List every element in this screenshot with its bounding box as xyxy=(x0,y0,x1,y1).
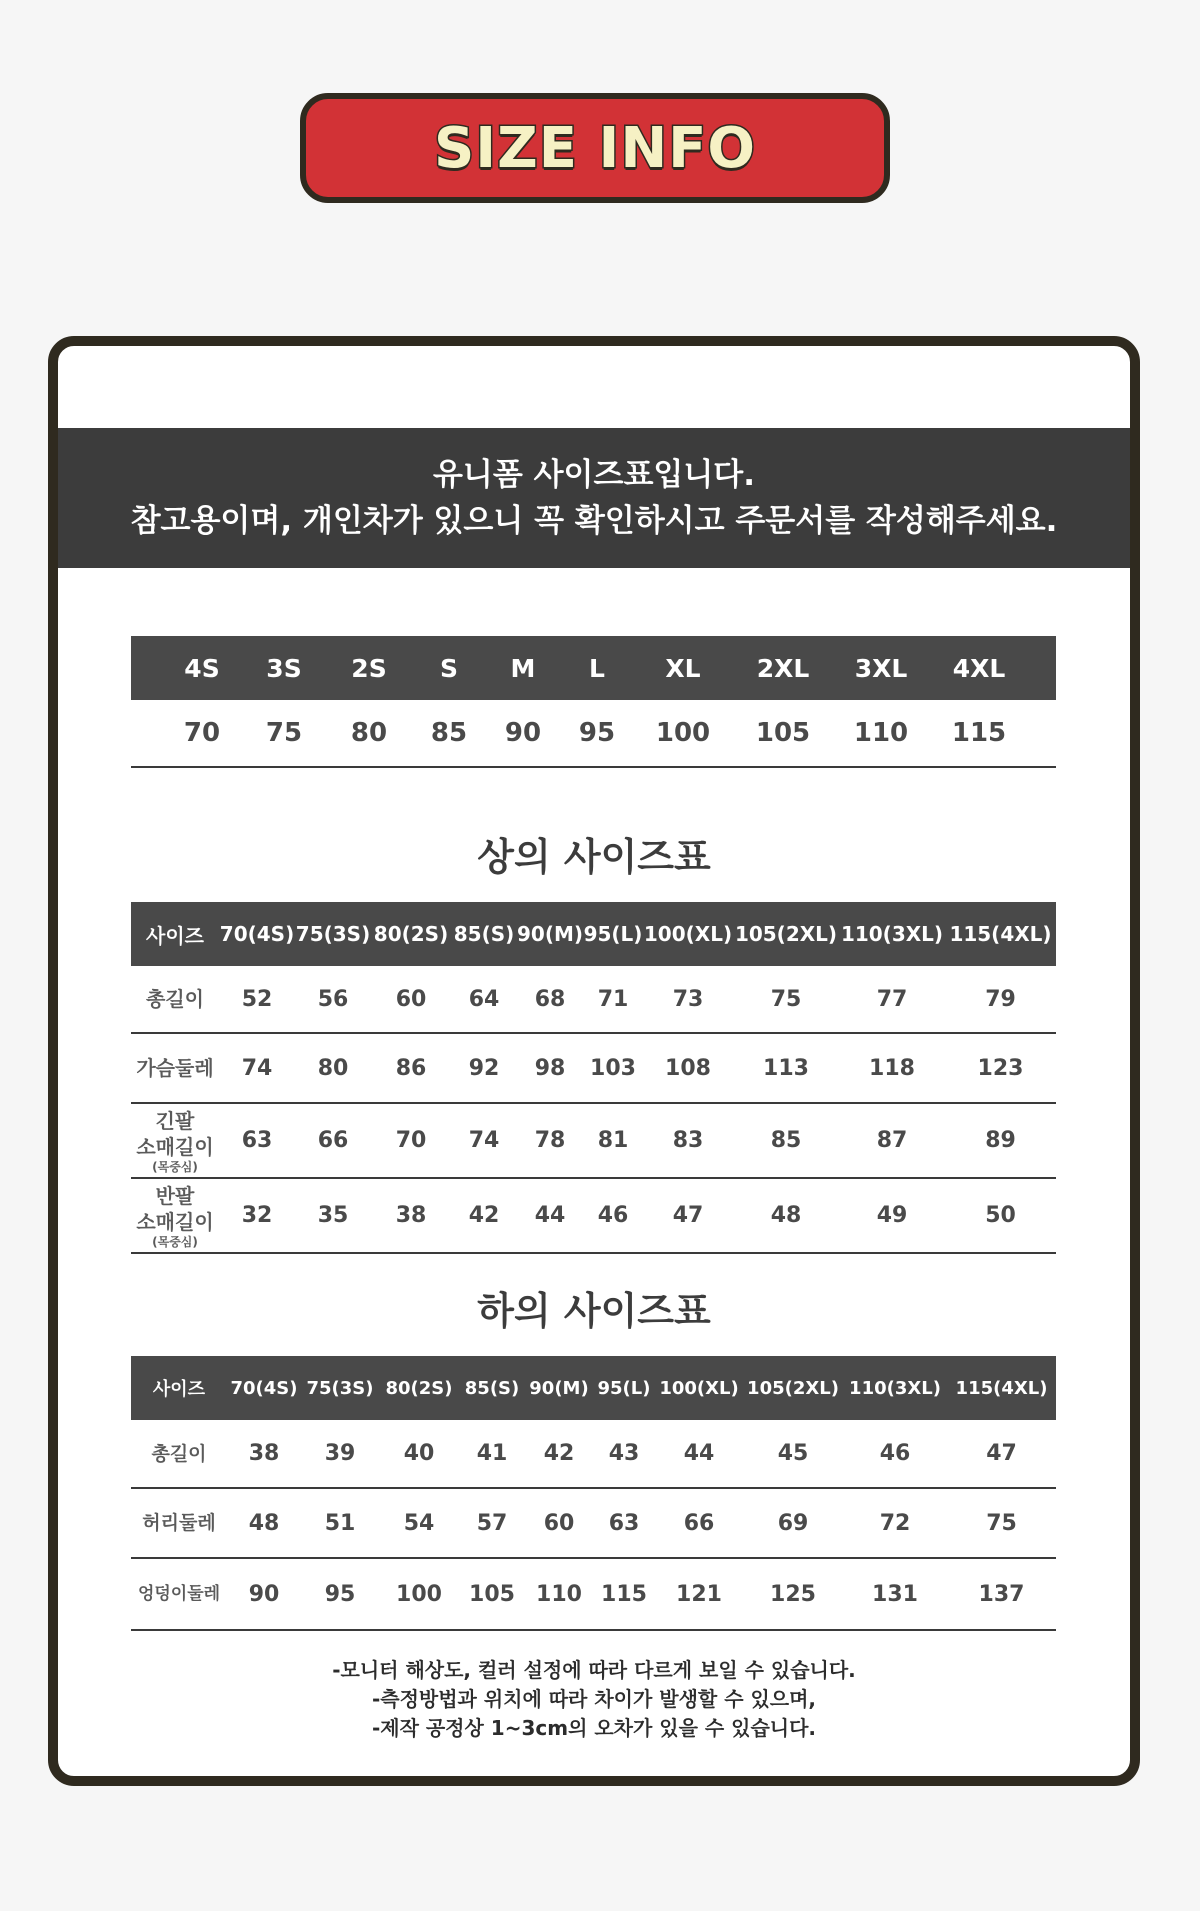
size-map-number: 80 xyxy=(350,718,388,748)
notice-line-2: 참고용이며, 개인차가 있으니 꼭 확인하시고 주문서를 작성해주세요. xyxy=(130,503,1058,539)
row-label-line: 긴팔 xyxy=(155,1108,195,1133)
bottom-cell: 39 xyxy=(324,1441,356,1466)
size-map-number: 85 xyxy=(430,718,468,748)
top-cell: 70 xyxy=(395,1128,427,1153)
row-label-line: 소매길이 xyxy=(136,1209,214,1234)
size-info-banner xyxy=(300,93,890,203)
size-map-header xyxy=(131,636,1056,700)
size-map-number: 95 xyxy=(578,718,616,748)
top-header-col: 80(2S) xyxy=(373,922,449,946)
top-cell: 32 xyxy=(241,1203,273,1228)
bottom-header-col: 115(4XL) xyxy=(955,1377,1048,1399)
bottom-cell: 69 xyxy=(777,1510,809,1536)
bottom-cell: 41 xyxy=(476,1441,508,1466)
size-map-size: 2XL xyxy=(756,653,810,683)
size-map-number: 70 xyxy=(183,718,221,748)
bottom-cell: 66 xyxy=(683,1510,715,1536)
bottom-header-col: 85(S) xyxy=(464,1377,520,1399)
bottom-header-col: 105(2XL) xyxy=(747,1377,839,1399)
row-label-note: (목중심) xyxy=(152,1234,198,1249)
bottom-header-col: 95(L) xyxy=(597,1377,651,1399)
top-cell: 123 xyxy=(977,1055,1024,1081)
bottom-cell: 121 xyxy=(676,1581,722,1607)
top-header-col: 75(3S) xyxy=(295,922,371,946)
bottom-cell: 90 xyxy=(248,1581,280,1607)
bottom-cell: 137 xyxy=(978,1581,1025,1607)
top-header-col: 90(M) xyxy=(517,922,584,946)
top-cell: 85 xyxy=(770,1128,802,1153)
footer-note-1: -모니터 해상도, 컬러 설정에 따라 다르게 보일 수 있습니다. xyxy=(332,1658,856,1682)
top-cell: 50 xyxy=(985,1203,1016,1228)
top-cell: 87 xyxy=(876,1128,908,1153)
bottom-cell: 110 xyxy=(536,1581,582,1607)
top-cell: 63 xyxy=(241,1128,273,1153)
top-cell: 75 xyxy=(770,986,802,1012)
bottom-header-col: 75(3S) xyxy=(306,1377,374,1399)
top-size-table xyxy=(131,902,1056,1254)
top-cell: 74 xyxy=(468,1128,500,1153)
top-cell: 64 xyxy=(468,986,500,1012)
top-cell: 48 xyxy=(770,1203,802,1228)
size-map-size: 4XL xyxy=(952,653,1006,683)
bottom-cell: 57 xyxy=(476,1510,508,1536)
bottom-cell: 46 xyxy=(879,1441,911,1466)
top-cell: 108 xyxy=(665,1055,711,1081)
bottom-cell: 63 xyxy=(608,1510,640,1536)
bottom-row-waist xyxy=(131,1489,1056,1559)
top-row-length xyxy=(131,966,1056,1034)
size-map-number: 90 xyxy=(504,718,542,748)
top-cell: 44 xyxy=(534,1203,566,1228)
row-label: 총길이 xyxy=(146,987,204,1011)
row-label: 가슴둘레 xyxy=(136,1056,214,1080)
top-cell: 81 xyxy=(597,1128,629,1153)
bottom-size-table xyxy=(131,1356,1056,1631)
top-header-col: 110(3XL) xyxy=(840,922,944,946)
size-map-size: 4S xyxy=(184,653,220,683)
top-header-col: 95(L) xyxy=(583,922,643,946)
top-cell: 47 xyxy=(672,1203,704,1228)
top-cell: 78 xyxy=(534,1128,566,1153)
top-cell: 66 xyxy=(317,1128,349,1153)
top-cell: 83 xyxy=(672,1128,704,1153)
top-size-title: 상의 사이즈표 xyxy=(477,835,711,879)
top-cell: 80 xyxy=(317,1055,349,1081)
row-label-multi xyxy=(131,1183,219,1249)
size-map-number: 110 xyxy=(853,718,909,748)
top-cell: 89 xyxy=(985,1128,1016,1153)
top-cell: 74 xyxy=(241,1055,273,1081)
top-row-short-sleeve xyxy=(131,1179,1056,1254)
row-label: 총길이 xyxy=(151,1442,207,1465)
size-map-size: 3S xyxy=(266,653,302,683)
top-cell: 49 xyxy=(876,1203,908,1228)
notice-bar xyxy=(58,428,1130,568)
footer-note-2: -측정방법과 위치에 따라 차이가 발생할 수 있으며, xyxy=(371,1687,817,1711)
top-cell: 38 xyxy=(395,1203,427,1228)
size-map-size: 2S xyxy=(351,653,387,683)
top-cell: 56 xyxy=(317,986,349,1012)
bottom-cell: 75 xyxy=(986,1510,1017,1536)
bottom-size-header xyxy=(131,1356,1056,1420)
bottom-cell: 131 xyxy=(872,1581,918,1607)
row-label-note: (목중심) xyxy=(152,1159,198,1174)
size-map-table xyxy=(131,636,1056,768)
top-header-col: 105(2XL) xyxy=(734,922,838,946)
top-cell: 118 xyxy=(869,1055,915,1081)
top-cell: 113 xyxy=(763,1055,809,1081)
bottom-cell: 44 xyxy=(683,1441,715,1466)
bottom-header-col: 100(XL) xyxy=(659,1377,739,1399)
bottom-row-length xyxy=(131,1420,1056,1489)
bottom-header-col: 70(4S) xyxy=(230,1377,298,1399)
bottom-cell: 115 xyxy=(601,1581,647,1607)
footer-note-3: -제작 공정상 1~3cm의 오차가 있을 수 있습니다. xyxy=(371,1716,817,1740)
size-map-number: 100 xyxy=(655,718,711,748)
bottom-cell: 42 xyxy=(543,1441,575,1466)
bottom-cell: 100 xyxy=(396,1581,442,1607)
bottom-cell: 51 xyxy=(324,1510,356,1536)
bottom-header-col: 80(2S) xyxy=(385,1377,453,1399)
size-card xyxy=(48,336,1140,1786)
banner-title: SIZE INFO xyxy=(433,115,757,181)
top-cell: 98 xyxy=(534,1055,566,1081)
bottom-cell: 60 xyxy=(543,1510,575,1536)
top-cell: 103 xyxy=(590,1055,636,1081)
row-label-line: 소매길이 xyxy=(136,1134,214,1159)
bottom-cell: 95 xyxy=(324,1581,356,1607)
top-cell: 42 xyxy=(468,1203,500,1228)
top-cell: 46 xyxy=(597,1203,629,1228)
top-cell: 73 xyxy=(672,986,704,1012)
bottom-cell: 45 xyxy=(777,1441,809,1466)
bottom-cell: 38 xyxy=(248,1441,280,1466)
size-map-number: 75 xyxy=(265,718,303,748)
bottom-cell: 125 xyxy=(770,1581,816,1607)
top-cell: 68 xyxy=(534,986,566,1012)
footer-notes xyxy=(58,1656,1130,1743)
top-row-chest xyxy=(131,1034,1056,1104)
bottom-header-col: 110(3XL) xyxy=(849,1377,941,1399)
size-map-size: XL xyxy=(665,653,701,683)
bottom-cell: 48 xyxy=(248,1510,280,1536)
size-map-size: L xyxy=(589,653,605,683)
top-cell: 92 xyxy=(468,1055,500,1081)
size-map-size: 3XL xyxy=(854,653,908,683)
top-row-long-sleeve xyxy=(131,1104,1056,1179)
bottom-cell: 40 xyxy=(403,1441,435,1466)
size-map-numbers xyxy=(131,700,1056,768)
top-header-col: 100(XL) xyxy=(643,922,733,946)
top-cell: 71 xyxy=(597,986,629,1012)
top-header-col: 115(4XL) xyxy=(949,922,1052,946)
bottom-cell: 47 xyxy=(986,1441,1017,1466)
row-label-line: 반팔 xyxy=(155,1183,195,1208)
bottom-cell: 54 xyxy=(403,1510,435,1536)
top-header-col: 70(4S) xyxy=(219,922,295,946)
bottom-cell: 105 xyxy=(469,1581,515,1607)
top-cell: 35 xyxy=(317,1203,349,1228)
bottom-header-col: 90(M) xyxy=(529,1377,589,1399)
size-map-size: M xyxy=(510,653,536,683)
size-map-size: S xyxy=(439,653,458,683)
row-label-multi xyxy=(131,1108,219,1174)
bottom-size-title: 하의 사이즈표 xyxy=(477,1289,711,1333)
notice-line-1: 유니폼 사이즈표입니다. xyxy=(432,457,756,493)
top-size-header xyxy=(131,902,1056,966)
bottom-header-label: 사이즈 xyxy=(152,1379,206,1400)
top-header-label: 사이즈 xyxy=(146,923,204,948)
top-cell: 60 xyxy=(395,986,427,1012)
top-header-col: 85(S) xyxy=(453,922,515,946)
bottom-cell: 43 xyxy=(608,1441,640,1466)
top-cell: 79 xyxy=(985,986,1016,1012)
size-map-number: 115 xyxy=(951,718,1007,748)
top-cell: 77 xyxy=(876,986,908,1012)
row-label: 엉덩이둘레 xyxy=(137,1584,221,1604)
top-cell: 52 xyxy=(241,986,273,1012)
row-label: 허리둘레 xyxy=(142,1512,216,1534)
bottom-row-hip xyxy=(131,1559,1056,1631)
top-cell: 86 xyxy=(395,1055,427,1081)
size-map-number: 105 xyxy=(755,718,811,748)
bottom-cell: 72 xyxy=(879,1510,911,1536)
